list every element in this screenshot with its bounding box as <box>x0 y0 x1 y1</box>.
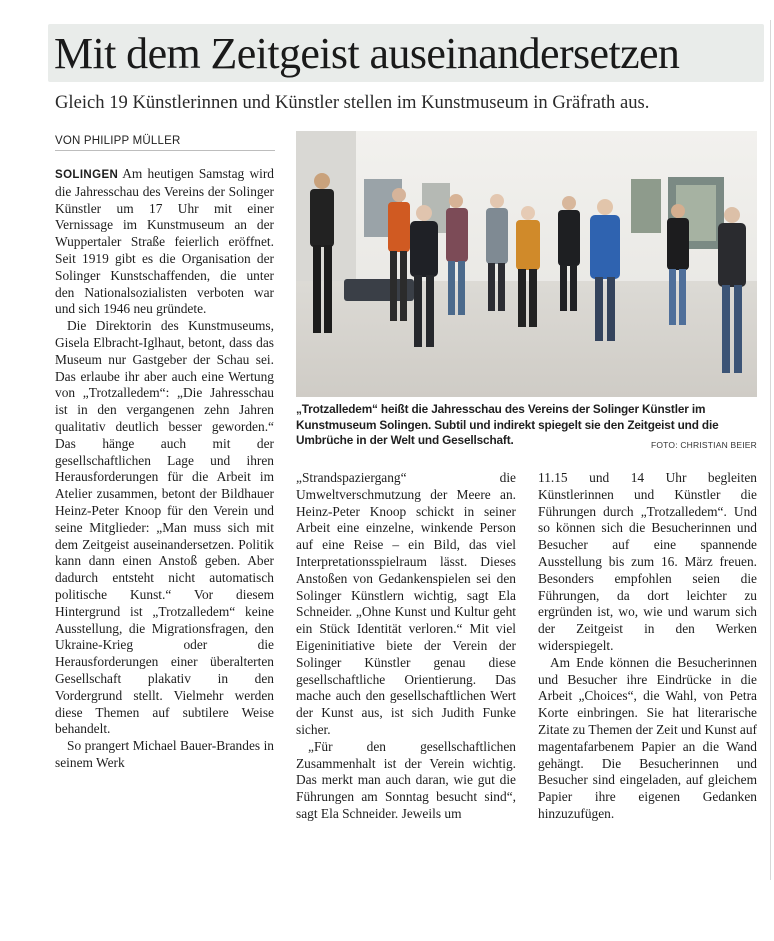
article-paragraph: 11.15 und 14 Uhr begleiten Künstlerinnen und Künstler die Führungen durch „Trotzalledem“. Und so können sich die Besucherinnen und Besucher auf eine spannende Ausstellung bis zum 16. März freuen. Besonders empfohlen seien die Führungen, da dort leichter zu ergründen ist, wo, wie und warum sich der Zeitgeist in den Werken widerspiegelt. <box>538 470 757 653</box>
article-paragraph: „Strandspaziergang“ die Umweltverschmutzung der Meere an. Heinz-Peter Knoop schickt in seiner Arbeit eine einzelne, winkende Person auf eine Reise – ein Bild, das viel Interpretationsspielraum lässt. Dieses Anstoßen von Gedankenspielen sei den Solinger Künstlern wichtig, sagt Ela Schneider. „Ohne Kunst und Kultur geht ein Stück Identität verloren.“ Mit viel Eigeninitiative biete der Verein der Solinger Künstler genau diese gesellschaftliche Orientierung. Das mache auch den gesellschaftlichen Wert der Kunst aus, ist sich Judith Funke sicher. <box>296 470 516 737</box>
photo-credit: FOTO: CHRISTIAN BEIER <box>650 440 757 450</box>
dateline: SOLINGEN <box>55 169 119 181</box>
article-column-3 <box>538 470 757 823</box>
headline: Mit dem Zeitgeist auseinandersetzen <box>54 29 680 78</box>
article-column-1 <box>55 166 274 772</box>
byline: VON PHILIPP MÜLLER <box>55 134 275 151</box>
article-paragraph <box>55 166 274 318</box>
article-paragraph: Die Direktorin des Kunstmuseums, Gisela Elbracht-Iglhaut, betont, dass das Museum nur Gastgeber der Schau sei. Das erlaube ihr aber auch eine Wertung von „Trotzalledem“: „Die Jahresschau ist in den vergangenen zehn Jahren qualitativ deutlich besser geworden.“ Das hänge auch mit der gesellschaftlichen Lage und ihren Herausforderungen für die Arbeit im Atelier zusammen, betont der Bildhauer Heinz-Peter Knoop für den Verein und seine Mitglieder: „Man muss sich mit dem Zeitgeist auseinandersetzen. Politik kann dann einen Anstoß geben. Aber dadurch entsteht nicht automatisch politische Kunst.“ Vor diesem Hintergrund ist „Trotzalledem“ keine Ausstellung, die Migrationsfragen, den Ukraine-Krieg oder die Herausforderungen einer überalterten Gesellschaft plakativ in den Vordergrund stellt. Vielmehr werden diese Themen auf subtilere Weise behandelt. <box>55 318 274 737</box>
article-paragraph: Am Ende können die Besucherinnen und Besucher ihre Eindrücke in die Arbeit „Choices“, die Wahl, von Petra Korte einbringen. Sie hat literarische Zitate zu Themen der Zeit und Kunst auf magentafarbenem Papier an die Wand gehängt. Die Besucherinnen und Besucher sind eingeladen, auf gleichem Papier ihre eigenen Gedanken hinzuzufügen. <box>538 654 757 821</box>
subheadline: Gleich 19 Künstlerinnen und Künstler stellen im Kunstmuseum in Gräfrath aus. <box>55 92 650 113</box>
article-column-2 <box>296 470 516 823</box>
paragraph-text: Am heutigen Samstag wird die Jahresschau des Vereins der Solinger Künstler um 17 Uhr mit einer Vernissage im Kunstmuseum an der Wuppertaler Straße feierlich eröffnet. Seit 1919 gibt es die Organisation der Solinger Kunstschaffenden, die unter den Nationalsozialisten verboten war und sich 1946 neu gründete. <box>55 166 274 317</box>
photo-caption: „Trotzalledem“ heißt die Jahresschau des Vereins der Solinger Künstler im Kunstmuseum Solingen. Subtil und indirekt spiegelt sie den Zeitgeist und die Umbrüche in der Welt und Gesellschaft. <box>296 402 719 447</box>
article-paragraph: So prangert Michael Bauer-Brandes in seinem Werk <box>55 738 274 770</box>
group-photo-illustration <box>296 131 757 397</box>
page-edge-rule <box>770 20 771 880</box>
article-paragraph: „Für den gesellschaftlichen Zusammenhalt ist der Verein wichtig. Das merkt man auch daran, wie gut die Führungen am Sonntag besucht sind“, sagt Ela Schneider. Jeweils um <box>296 738 516 821</box>
article-photo <box>296 131 757 397</box>
